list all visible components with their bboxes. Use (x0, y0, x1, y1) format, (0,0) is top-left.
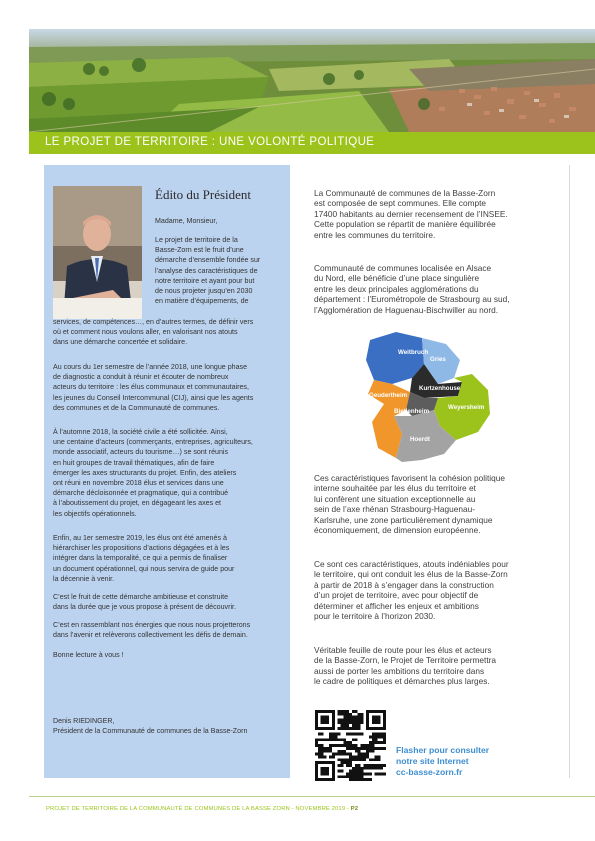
text-line: de diagnostic a conduit à réunir et écouter de nombreux (53, 373, 229, 382)
edito-paragraph-5 (53, 592, 236, 612)
text-line: dans une démarche concertée et solidaire. (53, 338, 188, 347)
intro-paragraph-3 (314, 473, 564, 535)
text-line: entre les deux principales agglomérations du (314, 283, 479, 294)
edito-paragraph-2 (53, 362, 253, 413)
text-line: la décennie à venir. (53, 574, 115, 583)
text-line: une centaine d’acteurs (commerçants, entreprises, agriculteurs, (53, 438, 253, 447)
text-line: dans la durée que je vous propose à présent de découvrir. (53, 603, 236, 612)
edito-closing: Bonne lecture à vous ! (53, 651, 124, 659)
text-line: services, de compétences…, en d’autres termes, de définir vers (53, 318, 254, 326)
edito-greeting: Madame, Monsieur, (155, 217, 218, 225)
qr-caption (396, 745, 489, 778)
signature-role: Président de la Communauté de communes de la Basse-Zorn (53, 727, 248, 736)
qr-caption-line: notre site Internet (396, 756, 469, 766)
text-line: ont réuni en novembre 2018 élus et services dans une (53, 479, 224, 488)
intro-paragraph-2 (314, 263, 564, 315)
map-label-geudertheim: Geudertheim (369, 392, 408, 399)
text-line: 17400 habitants au dernier recensement de l’INSEE. (314, 208, 508, 219)
text-line: du Nord, elle bénéficie d’une place singulière (314, 273, 480, 284)
map-label-gries: Gries (430, 356, 446, 363)
text-line: démarche d’ensemble fondée sur (155, 256, 261, 265)
map-label-kurtzenhouse: Kurtzenhouse (419, 385, 461, 392)
edito-paragraph-6 (53, 620, 250, 640)
text-line: lui confèrent une situation exceptionnelle au (314, 493, 476, 504)
intro-paragraph-1 (314, 188, 564, 240)
footer-rule (29, 796, 595, 797)
text-line: Le projet de territoire de la (155, 236, 238, 244)
signature (53, 716, 247, 736)
column-divider (569, 165, 570, 778)
text-line: acteurs du territoire : les élus communaux et communautaires, (53, 383, 249, 392)
section-title-bar (29, 132, 595, 154)
landscape-illustration (29, 29, 595, 132)
text-line: À l’automne 2018, la société civile a été sollicitée. Ainsi, (53, 428, 228, 436)
map-label-bietlenheim: Bietlenheim (394, 408, 430, 415)
edito-paragraph-1-cont (53, 317, 253, 348)
text-line: en huit groupes de travail thématiques, afin de faire (53, 458, 215, 467)
text-line: département : l’Eurométropole de Strasbourg au sud, (314, 294, 510, 305)
text-line: Ce sont ces caractéristiques, atouts indéniables pour (314, 559, 509, 569)
text-line: La Communauté de communes de la Basse-Zorn (314, 188, 496, 198)
text-line: pour le territoire à l’horizon 2030. (314, 611, 436, 622)
text-line: aussi de porter les ambitions du territoire dans (314, 665, 485, 676)
website-link[interactable]: cc-basse-zorn.fr (396, 767, 463, 777)
text-line: de la Basse-Zorn, le Projet de Territoire permettra (314, 655, 496, 666)
text-line: Basse-Zorn est le fruit d’une (155, 246, 244, 255)
map-label-weyersheim: Weyersheim (448, 404, 485, 411)
text-line: monde associatif, acteurs du tourisme…) se sont réunis (53, 448, 229, 457)
edito-paragraph-3 (53, 427, 253, 519)
text-line: Karlsruhe, une zone particulièrement dynamique (314, 514, 493, 525)
signature-name: Denis RIEDINGER, (53, 717, 115, 725)
text-line: dans l’avenir et relèverons collectivement les défis de demain. (53, 631, 248, 640)
edito-title: Édito du Président (155, 187, 252, 202)
text-line: C’est le fruit de cette démarche ambitieuse et construite (53, 593, 229, 601)
text-line: notre territoire et ayant pour but (155, 276, 255, 285)
text-line: à l’aboutissement du projet, en dégageant les axes et (53, 499, 221, 508)
qr-code[interactable] (315, 710, 386, 781)
text-line: est composée de sept communes. Elle compte (314, 198, 487, 209)
text-line: le cadre de politiques et démarches plus larges. (314, 676, 490, 687)
text-line: les jeunes du Conseil Intercommunal (CIJ), ainsi que les agents (53, 393, 254, 402)
text-line: d’un projet de territoire, avec pour objectif de (314, 590, 479, 601)
header-photo (29, 29, 595, 132)
edito-paragraph-1 (155, 235, 260, 306)
page-footer (46, 806, 358, 812)
text-line: intégrer dans la temporalité, ce qui a permis de finaliser (53, 554, 228, 563)
text-line: Cette population se répartit de manière équilibrée (314, 219, 496, 230)
text-line: émerger les axes structurants du projet. Enfin, des ateliers (53, 468, 237, 477)
text-line: de nous projeter jusqu’en 2030 (155, 287, 253, 296)
text-line: C’est en rassemblant nos énergies que nous nous projetterons (53, 621, 251, 629)
text-line: à partir de 2018 à s’engager dans la construction (314, 579, 494, 590)
text-line: Enfin, au 1er semestre 2019, les élus ont été amenés à (53, 534, 227, 542)
text-line: entre les communes du territoire. (314, 229, 436, 240)
text-line: Au cours du 1er semestre de l’année 2018, une longue phase (53, 363, 248, 371)
text-line: Véritable feuille de route pour les élus et acteurs (314, 645, 492, 655)
text-line: hiérarchiser les propositions d’actions dégagées et à les (53, 544, 230, 553)
text-line: interne souhaitée par les élus du territoire et (314, 483, 476, 494)
text-line: un document opérationnel, qui nous servira de guide pour (53, 564, 235, 573)
president-portrait (53, 186, 142, 319)
text-line: des communes et de la Communauté de communes. (53, 403, 220, 412)
text-line: l’Agglomération de Haguenau-Bischwiller au nord. (314, 304, 499, 315)
map-label-hoerdt: Hoerdt (410, 436, 430, 443)
intro-paragraph-4 (314, 559, 564, 621)
text-line: le territoire, qui ont conduit les élus de la Basse-Zorn (314, 569, 508, 580)
intro-paragraph-5 (314, 645, 564, 687)
text-line: déterminer et afficher les enjeux et ambitions (314, 600, 479, 611)
edito-paragraph-4 (53, 533, 234, 584)
text-line: en matière d’équipements, de (155, 297, 249, 306)
territory-map (362, 330, 494, 470)
text-line: l’analyse des caractéristiques de (155, 266, 258, 275)
text-line: les objectifs opérationnels. (53, 509, 137, 518)
footer-text: PROJET DE TERRITOIRE DE LA COMMUNAUTÉ DE COMMUNES DE LA BASSE ZORN - NOVEMBRE 2019 - (46, 806, 351, 812)
map-label-weitbruch: Weitbruch (398, 349, 429, 356)
qr-caption-line: Flasher pour consulter (396, 745, 490, 755)
text-line: Ces caractéristiques favorisent la cohésion politique (314, 473, 505, 483)
text-line: sein de l’axe rhénan Strasbourg-Haguenau- (314, 504, 475, 515)
text-line: où et comment nous voulons aller, en valorisant nos atouts (53, 328, 238, 337)
text-line: Communauté de communes localisée en Alsace (314, 263, 492, 273)
page-number: P2 (350, 806, 359, 812)
text-line: démarche décloisonnée et pragmatique, qui a contribué (53, 489, 229, 498)
section-title: LE PROJET DE TERRITOIRE : UNE VOLONTÉ POLITIQUE (45, 136, 375, 148)
text-line: économiquement, de dimension européenne. (314, 525, 481, 536)
